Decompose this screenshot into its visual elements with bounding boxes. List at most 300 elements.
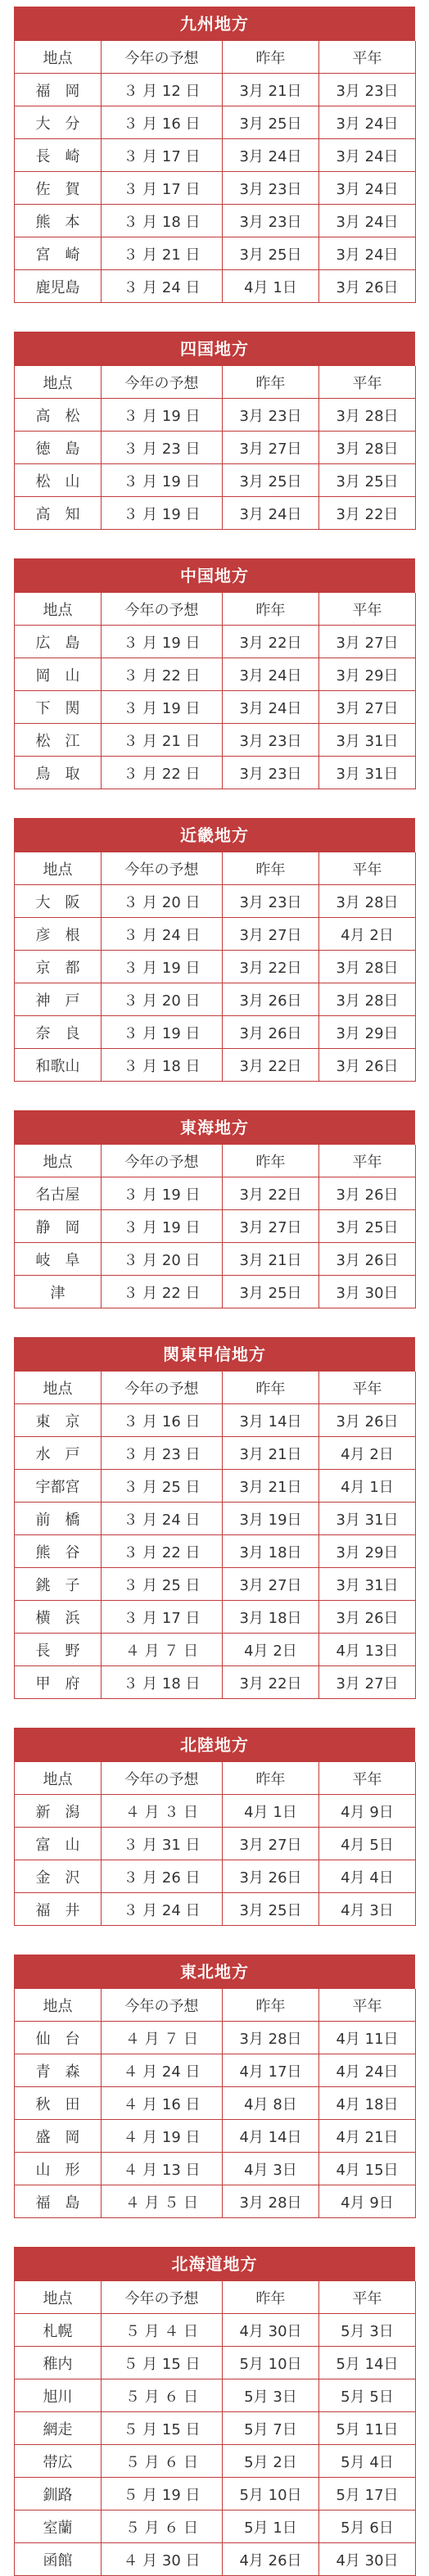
forecast-date-cell: ３ 月 19 日 <box>102 1177 223 1210</box>
table-row <box>15 1049 416 1082</box>
last-year-date-cell: 3月 24日 <box>223 139 319 172</box>
column-header-last-year: 昨年 <box>223 1989 319 2022</box>
table-row <box>15 885 416 918</box>
table-row <box>15 432 416 464</box>
table-row <box>15 464 416 497</box>
table-row <box>15 2347 416 2379</box>
last-year-date-cell: 3月 25日 <box>223 106 319 139</box>
table-header-row <box>15 593 416 626</box>
last-year-date-cell: 3月 26日 <box>223 1016 319 1049</box>
average-date-cell: 3月 28日 <box>319 432 416 464</box>
location-cell: 鳥 取 <box>15 757 102 789</box>
location-cell: 甲 府 <box>15 1666 102 1699</box>
column-header-forecast: 今年の予想 <box>102 1372 223 1404</box>
column-header-forecast: 今年の予想 <box>102 1145 223 1177</box>
location-cell: 静 岡 <box>15 1210 102 1243</box>
average-date-cell: 4月 21日 <box>319 2120 416 2153</box>
average-date-cell: 4月 9日 <box>319 1795 416 1828</box>
forecast-date-cell: ３ 月 22 日 <box>102 1535 223 1568</box>
table-row <box>15 1601 416 1634</box>
column-header-forecast: 今年の予想 <box>102 852 223 885</box>
last-year-date-cell: 3月 23日 <box>223 172 319 205</box>
forecast-date-cell: ３ 月 17 日 <box>102 139 223 172</box>
average-date-cell: 4月 30日 <box>319 2543 416 2576</box>
table-row <box>15 1243 416 1276</box>
table-row <box>15 2087 416 2120</box>
forecast-date-cell: ３ 月 12 日 <box>102 74 223 106</box>
location-cell: 和歌山 <box>15 1049 102 1082</box>
table-row <box>15 1437 416 1470</box>
table-header-row <box>15 852 416 885</box>
location-cell: 津 <box>15 1276 102 1308</box>
forecast-date-cell: ５ 月 ６ 日 <box>102 2510 223 2543</box>
location-cell: 横 浜 <box>15 1601 102 1634</box>
average-date-cell: 5月 6日 <box>319 2510 416 2543</box>
column-header-average: 平年 <box>319 2281 416 2314</box>
last-year-date-cell: 4月 17日 <box>223 2054 319 2087</box>
table-header-row <box>15 1372 416 1404</box>
column-header-forecast: 今年の予想 <box>102 366 223 399</box>
column-header-last-year: 昨年 <box>223 1145 319 1177</box>
region-section <box>14 558 415 789</box>
location-cell: 水 戸 <box>15 1437 102 1470</box>
forecast-table <box>14 1145 416 1308</box>
average-date-cell: 3月 28日 <box>319 885 416 918</box>
table-row <box>15 106 416 139</box>
table-row <box>15 139 416 172</box>
forecast-date-cell: ５ 月 19 日 <box>102 2478 223 2510</box>
average-date-cell: 5月 17日 <box>319 2478 416 2510</box>
average-date-cell: 3月 26日 <box>319 1243 416 1276</box>
table-row <box>15 2022 416 2054</box>
table-row <box>15 691 416 724</box>
forecast-date-cell: ３ 月 20 日 <box>102 983 223 1016</box>
forecast-date-cell: ４ 月 30 日 <box>102 2543 223 2576</box>
last-year-date-cell: 3月 23日 <box>223 724 319 757</box>
location-cell: 彦 根 <box>15 918 102 951</box>
average-date-cell: 5月 11日 <box>319 2412 416 2445</box>
location-cell: 長 崎 <box>15 139 102 172</box>
column-header-average: 平年 <box>319 41 416 74</box>
average-date-cell: 3月 26日 <box>319 1404 416 1437</box>
last-year-date-cell: 5月 3日 <box>223 2379 319 2412</box>
region-title: 北海道地方 <box>14 2247 415 2281</box>
region-spacer <box>0 1082 429 1110</box>
table-row <box>15 918 416 951</box>
table-row <box>15 757 416 789</box>
last-year-date-cell: 4月 26日 <box>223 2543 319 2576</box>
location-cell: 福 岡 <box>15 74 102 106</box>
table-row <box>15 1016 416 1049</box>
average-date-cell: 5月 5日 <box>319 2379 416 2412</box>
location-cell: 高 知 <box>15 497 102 530</box>
forecast-date-cell: ３ 月 22 日 <box>102 757 223 789</box>
forecast-date-cell: ３ 月 23 日 <box>102 432 223 464</box>
region-title: 北陸地方 <box>14 1728 415 1762</box>
location-cell: 高 松 <box>15 399 102 432</box>
average-date-cell: 4月 18日 <box>319 2087 416 2120</box>
average-date-cell: 3月 28日 <box>319 399 416 432</box>
last-year-date-cell: 3月 22日 <box>223 626 319 658</box>
location-cell: 銚 子 <box>15 1568 102 1601</box>
forecast-date-cell: ４ 月 ５ 日 <box>102 2185 223 2218</box>
location-cell: 大 分 <box>15 106 102 139</box>
last-year-date-cell: 4月 30日 <box>223 2314 319 2347</box>
last-year-date-cell: 3月 21日 <box>223 74 319 106</box>
last-year-date-cell: 3月 27日 <box>223 1568 319 1601</box>
forecast-date-cell: ５ 月 ６ 日 <box>102 2445 223 2478</box>
region-spacer <box>0 530 429 558</box>
location-cell: 青 森 <box>15 2054 102 2087</box>
forecast-date-cell: ３ 月 19 日 <box>102 497 223 530</box>
table-row <box>15 497 416 530</box>
forecast-date-cell: ３ 月 18 日 <box>102 1666 223 1699</box>
location-cell: 松 山 <box>15 464 102 497</box>
column-header-location: 地点 <box>15 41 102 74</box>
average-date-cell: 3月 26日 <box>319 1601 416 1634</box>
location-cell: 神 戸 <box>15 983 102 1016</box>
region-spacer <box>0 1699 429 1728</box>
location-cell: 山 形 <box>15 2153 102 2185</box>
forecast-date-cell: ３ 月 16 日 <box>102 106 223 139</box>
region-section <box>14 1955 415 2218</box>
average-date-cell: 3月 25日 <box>319 1210 416 1243</box>
last-year-date-cell: 3月 25日 <box>223 237 319 270</box>
location-cell: 熊 谷 <box>15 1535 102 1568</box>
average-date-cell: 3月 24日 <box>319 172 416 205</box>
location-cell: 東 京 <box>15 1404 102 1437</box>
table-header-row <box>15 41 416 74</box>
table-header-row <box>15 1989 416 2022</box>
location-cell: 下 関 <box>15 691 102 724</box>
last-year-date-cell: 3月 27日 <box>223 918 319 951</box>
last-year-date-cell: 3月 19日 <box>223 1503 319 1535</box>
location-cell: 宮 崎 <box>15 237 102 270</box>
last-year-date-cell: 3月 23日 <box>223 205 319 237</box>
region-section <box>14 1337 415 1699</box>
last-year-date-cell: 3月 28日 <box>223 2185 319 2218</box>
forecast-table <box>14 1372 416 1699</box>
last-year-date-cell: 3月 22日 <box>223 1177 319 1210</box>
column-header-location: 地点 <box>15 852 102 885</box>
region-spacer <box>0 303 429 332</box>
average-date-cell: 4月 13日 <box>319 1634 416 1666</box>
location-cell: 帯広 <box>15 2445 102 2478</box>
column-header-location: 地点 <box>15 2281 102 2314</box>
forecast-date-cell: ３ 月 16 日 <box>102 1404 223 1437</box>
region-title: 東海地方 <box>14 1110 415 1145</box>
last-year-date-cell: 3月 27日 <box>223 1828 319 1860</box>
column-header-location: 地点 <box>15 1762 102 1795</box>
table-row <box>15 1404 416 1437</box>
table-row <box>15 74 416 106</box>
forecast-date-cell: ３ 月 21 日 <box>102 724 223 757</box>
forecast-date-cell: ３ 月 17 日 <box>102 1601 223 1634</box>
forecast-date-cell: ５ 月 ４ 日 <box>102 2314 223 2347</box>
region-section <box>14 7 415 303</box>
table-row <box>15 724 416 757</box>
location-cell: 徳 島 <box>15 432 102 464</box>
average-date-cell: 5月 14日 <box>319 2347 416 2379</box>
last-year-date-cell: 3月 21日 <box>223 1470 319 1503</box>
table-row <box>15 1210 416 1243</box>
forecast-date-cell: ３ 月 19 日 <box>102 951 223 983</box>
table-row <box>15 658 416 691</box>
average-date-cell: 3月 23日 <box>319 74 416 106</box>
average-date-cell: 3月 22日 <box>319 497 416 530</box>
forecast-date-cell: ５ 月 15 日 <box>102 2347 223 2379</box>
last-year-date-cell: 3月 22日 <box>223 1049 319 1082</box>
column-header-location: 地点 <box>15 593 102 626</box>
region-spacer <box>0 1308 429 1337</box>
forecast-date-cell: ３ 月 23 日 <box>102 1437 223 1470</box>
last-year-date-cell: 3月 26日 <box>223 983 319 1016</box>
table-row <box>15 951 416 983</box>
forecast-date-cell: ３ 月 24 日 <box>102 1503 223 1535</box>
average-date-cell: 3月 26日 <box>319 1049 416 1082</box>
table-row <box>15 2510 416 2543</box>
forecast-date-cell: ３ 月 22 日 <box>102 658 223 691</box>
location-cell: 札幌 <box>15 2314 102 2347</box>
column-header-forecast: 今年の予想 <box>102 1989 223 2022</box>
average-date-cell: 3月 26日 <box>319 270 416 303</box>
location-cell: 仙 台 <box>15 2022 102 2054</box>
location-cell: 新 潟 <box>15 1795 102 1828</box>
average-date-cell: 3月 27日 <box>319 691 416 724</box>
last-year-date-cell: 3月 23日 <box>223 399 319 432</box>
region-title: 四国地方 <box>14 332 415 366</box>
column-header-location: 地点 <box>15 1989 102 2022</box>
column-header-average: 平年 <box>319 852 416 885</box>
forecast-date-cell: ４ 月 24 日 <box>102 2054 223 2087</box>
location-cell: 福 島 <box>15 2185 102 2218</box>
table-row <box>15 1828 416 1860</box>
table-row <box>15 172 416 205</box>
table-row <box>15 2120 416 2153</box>
table-row <box>15 1666 416 1699</box>
location-cell: 松 江 <box>15 724 102 757</box>
table-header-row <box>15 1762 416 1795</box>
region-spacer <box>0 1926 429 1955</box>
forecast-date-cell: ３ 月 19 日 <box>102 626 223 658</box>
average-date-cell: 3月 29日 <box>319 1535 416 1568</box>
average-date-cell: 3月 24日 <box>319 106 416 139</box>
table-row <box>15 1470 416 1503</box>
average-date-cell: 5月 3日 <box>319 2314 416 2347</box>
location-cell: 大 阪 <box>15 885 102 918</box>
forecast-date-cell: ５ 月 15 日 <box>102 2412 223 2445</box>
last-year-date-cell: 3月 26日 <box>223 1860 319 1893</box>
table-row <box>15 2543 416 2576</box>
table-row <box>15 1177 416 1210</box>
location-cell: 富 山 <box>15 1828 102 1860</box>
average-date-cell: 3月 27日 <box>319 1666 416 1699</box>
table-row <box>15 983 416 1016</box>
table-row <box>15 1795 416 1828</box>
forecast-date-cell: ３ 月 19 日 <box>102 691 223 724</box>
location-cell: 前 橋 <box>15 1503 102 1535</box>
table-row <box>15 1276 416 1308</box>
location-cell: 京 都 <box>15 951 102 983</box>
table-row <box>15 1568 416 1601</box>
last-year-date-cell: 3月 24日 <box>223 691 319 724</box>
column-header-last-year: 昨年 <box>223 1372 319 1404</box>
last-year-date-cell: 4月 8日 <box>223 2087 319 2120</box>
last-year-date-cell: 3月 23日 <box>223 885 319 918</box>
average-date-cell: 3月 31日 <box>319 757 416 789</box>
last-year-date-cell: 4月 14日 <box>223 2120 319 2153</box>
forecast-date-cell: ３ 月 20 日 <box>102 1243 223 1276</box>
table-row <box>15 205 416 237</box>
location-cell: 岐 阜 <box>15 1243 102 1276</box>
average-date-cell: 3月 24日 <box>319 139 416 172</box>
average-date-cell: 4月 24日 <box>319 2054 416 2087</box>
average-date-cell: 3月 31日 <box>319 724 416 757</box>
location-cell: 函館 <box>15 2543 102 2576</box>
column-header-forecast: 今年の予想 <box>102 593 223 626</box>
forecast-table <box>14 2281 416 2576</box>
forecast-date-cell: ３ 月 24 日 <box>102 918 223 951</box>
region-section <box>14 818 415 1082</box>
table-header-row <box>15 1145 416 1177</box>
table-row <box>15 2379 416 2412</box>
forecast-date-cell: ４ 月 ７ 日 <box>102 2022 223 2054</box>
average-date-cell: 3月 29日 <box>319 658 416 691</box>
forecast-date-cell: ４ 月 ３ 日 <box>102 1795 223 1828</box>
average-date-cell: 3月 25日 <box>319 464 416 497</box>
last-year-date-cell: 3月 27日 <box>223 1210 319 1243</box>
forecast-table <box>14 593 416 789</box>
forecast-date-cell: ３ 月 19 日 <box>102 399 223 432</box>
forecast-date-cell: ３ 月 17 日 <box>102 172 223 205</box>
last-year-date-cell: 4月 1日 <box>223 1795 319 1828</box>
column-header-forecast: 今年の予想 <box>102 1762 223 1795</box>
table-row <box>15 2314 416 2347</box>
forecast-date-cell: ３ 月 24 日 <box>102 1893 223 1926</box>
forecast-table <box>14 852 416 1082</box>
location-cell: 広 島 <box>15 626 102 658</box>
table-row <box>15 626 416 658</box>
average-date-cell: 3月 31日 <box>319 1568 416 1601</box>
average-date-cell: 5月 4日 <box>319 2445 416 2478</box>
average-date-cell: 4月 9日 <box>319 2185 416 2218</box>
table-row <box>15 2445 416 2478</box>
average-date-cell: 3月 30日 <box>319 1276 416 1308</box>
last-year-date-cell: 3月 18日 <box>223 1601 319 1634</box>
location-cell: 網走 <box>15 2412 102 2445</box>
forecast-table <box>14 1762 416 1926</box>
location-cell: 釧路 <box>15 2478 102 2510</box>
column-header-last-year: 昨年 <box>223 366 319 399</box>
forecast-date-cell: ３ 月 31 日 <box>102 1828 223 1860</box>
region-title: 近畿地方 <box>14 818 415 852</box>
column-header-average: 平年 <box>319 593 416 626</box>
last-year-date-cell: 3月 21日 <box>223 1437 319 1470</box>
column-header-forecast: 今年の予想 <box>102 2281 223 2314</box>
last-year-date-cell: 3月 25日 <box>223 464 319 497</box>
forecast-date-cell: ３ 月 19 日 <box>102 1016 223 1049</box>
last-year-date-cell: 3月 21日 <box>223 1243 319 1276</box>
column-header-location: 地点 <box>15 366 102 399</box>
region-section <box>14 2247 415 2576</box>
last-year-date-cell: 5月 2日 <box>223 2445 319 2478</box>
column-header-average: 平年 <box>319 1989 416 2022</box>
table-row <box>15 1535 416 1568</box>
forecast-table <box>14 1989 416 2218</box>
last-year-date-cell: 3月 28日 <box>223 2022 319 2054</box>
last-year-date-cell: 3月 27日 <box>223 432 319 464</box>
column-header-average: 平年 <box>319 366 416 399</box>
location-cell: 稚内 <box>15 2347 102 2379</box>
forecast-date-cell: ３ 月 19 日 <box>102 1210 223 1243</box>
column-header-last-year: 昨年 <box>223 2281 319 2314</box>
location-cell: 長 野 <box>15 1634 102 1666</box>
forecast-date-cell: ３ 月 24 日 <box>102 270 223 303</box>
column-header-last-year: 昨年 <box>223 41 319 74</box>
last-year-date-cell: 5月 1日 <box>223 2510 319 2543</box>
region-section <box>14 1728 415 1926</box>
last-year-date-cell: 3月 24日 <box>223 658 319 691</box>
location-cell: 鹿児島 <box>15 270 102 303</box>
average-date-cell: 4月 1日 <box>319 1470 416 1503</box>
forecast-date-cell: ３ 月 21 日 <box>102 237 223 270</box>
last-year-date-cell: 4月 3日 <box>223 2153 319 2185</box>
table-row <box>15 237 416 270</box>
table-row <box>15 1860 416 1893</box>
last-year-date-cell: 3月 14日 <box>223 1404 319 1437</box>
last-year-date-cell: 3月 23日 <box>223 757 319 789</box>
column-header-last-year: 昨年 <box>223 1762 319 1795</box>
last-year-date-cell: 3月 24日 <box>223 497 319 530</box>
table-row <box>15 2153 416 2185</box>
location-cell: 室蘭 <box>15 2510 102 2543</box>
region-section <box>14 1110 415 1308</box>
location-cell: 旭川 <box>15 2379 102 2412</box>
region-spacer <box>0 789 429 818</box>
table-row <box>15 270 416 303</box>
average-date-cell: 4月 3日 <box>319 1893 416 1926</box>
column-header-location: 地点 <box>15 1372 102 1404</box>
forecast-date-cell: ３ 月 25 日 <box>102 1568 223 1601</box>
column-header-average: 平年 <box>319 1762 416 1795</box>
location-cell: 佐 賀 <box>15 172 102 205</box>
forecast-table <box>14 366 416 530</box>
table-row <box>15 2478 416 2510</box>
last-year-date-cell: 3月 18日 <box>223 1535 319 1568</box>
table-row <box>15 2054 416 2087</box>
average-date-cell: 3月 28日 <box>319 983 416 1016</box>
location-cell: 秋 田 <box>15 2087 102 2120</box>
forecast-date-cell: ３ 月 19 日 <box>102 464 223 497</box>
average-date-cell: 4月 5日 <box>319 1828 416 1860</box>
average-date-cell: 3月 29日 <box>319 1016 416 1049</box>
average-date-cell: 3月 26日 <box>319 1177 416 1210</box>
average-date-cell: 3月 27日 <box>319 626 416 658</box>
table-row <box>15 399 416 432</box>
average-date-cell: 3月 24日 <box>319 205 416 237</box>
location-cell: 盛 岡 <box>15 2120 102 2153</box>
column-header-last-year: 昨年 <box>223 852 319 885</box>
average-date-cell: 3月 28日 <box>319 951 416 983</box>
average-date-cell: 3月 24日 <box>319 237 416 270</box>
table-header-row <box>15 366 416 399</box>
forecast-date-cell: ４ 月 19 日 <box>102 2120 223 2153</box>
column-header-average: 平年 <box>319 1372 416 1404</box>
forecast-date-cell: ３ 月 26 日 <box>102 1860 223 1893</box>
column-header-location: 地点 <box>15 1145 102 1177</box>
table-header-row <box>15 2281 416 2314</box>
location-cell: 奈 良 <box>15 1016 102 1049</box>
